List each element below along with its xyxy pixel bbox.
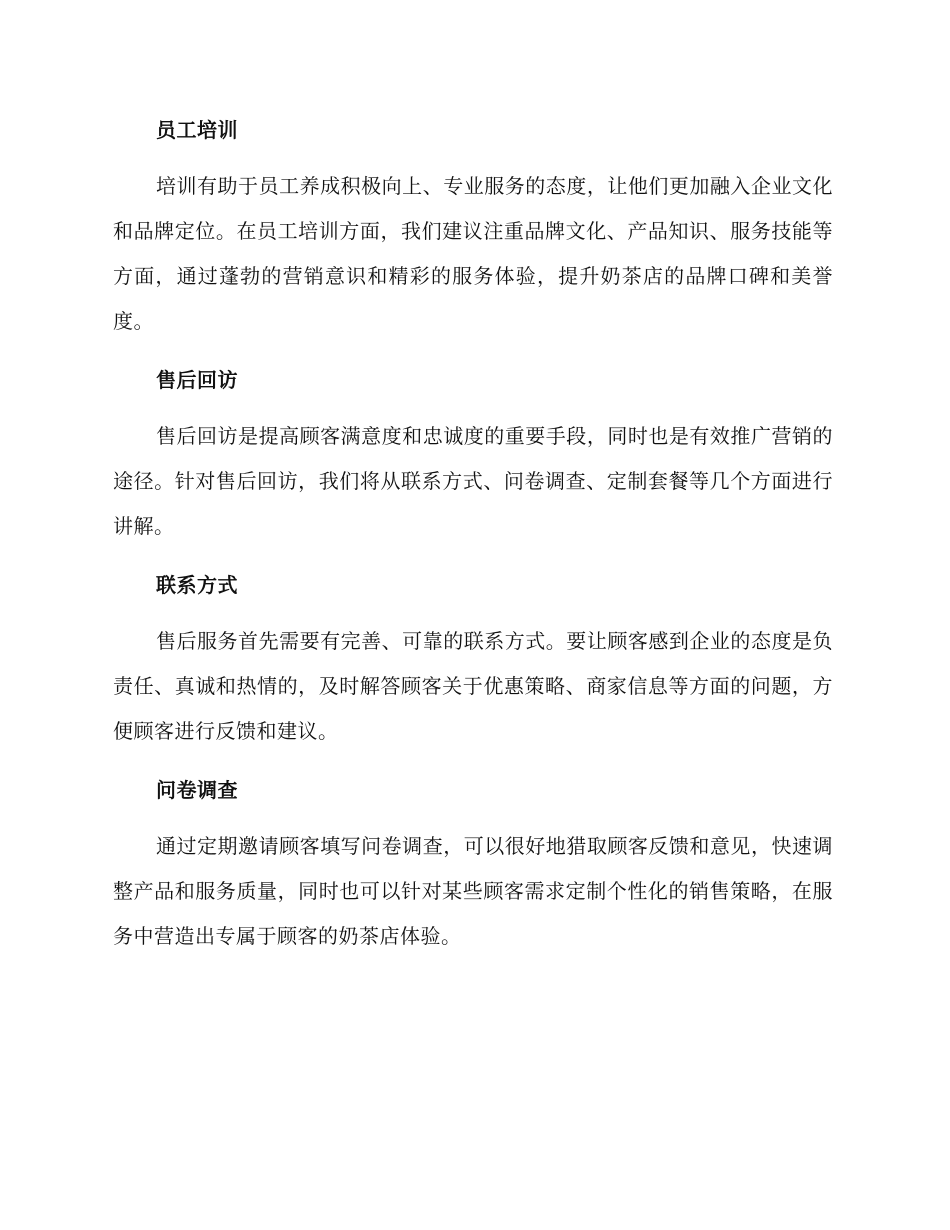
section-contact-methods bbox=[113, 567, 833, 754]
section-heading: 联系方式 bbox=[156, 573, 238, 597]
section-paragraph: 通过定期邀请顾客填写问卷调查，可以很好地猎取顾客反馈和意见，快速调整产品和服务质量，同时也可以针对某些顾客需求定制个性化的销售策略，在服务中营造出专属于顾客的奶茶店体验。 bbox=[113, 834, 833, 948]
section-paragraph: 售后回访是提高顾客满意度和忠诚度的重要手段，同时也是有效推广营销的途径。针对售后回访，我们将从联系方式、问卷调查、定制套餐等几个方面进行讲解。 bbox=[113, 424, 833, 538]
section-paragraph: 售后服务首先需要有完善、可靠的联系方式。要让顾客感到企业的态度是负责任、真诚和热情的，及时解答顾客关于优惠策略、商家信息等方面的问题，方便顾客进行反馈和建议。 bbox=[113, 629, 833, 743]
document-content bbox=[113, 112, 833, 977]
section-heading: 员工培训 bbox=[156, 118, 238, 142]
section-after-sales-visit bbox=[113, 362, 833, 549]
section-staff-training bbox=[113, 112, 833, 344]
section-questionnaire bbox=[113, 772, 833, 959]
section-heading: 问卷调查 bbox=[156, 778, 238, 802]
section-heading: 售后回访 bbox=[156, 368, 238, 392]
section-paragraph: 培训有助于员工养成积极向上、专业服务的态度，让他们更加融入企业文化和品牌定位。在员工培训方面，我们建议注重品牌文化、产品知识、服务技能等方面，通过蓬勃的营销意识和精彩的服务体验，提升奶茶店的品牌口碑和美誉度。 bbox=[113, 174, 833, 333]
